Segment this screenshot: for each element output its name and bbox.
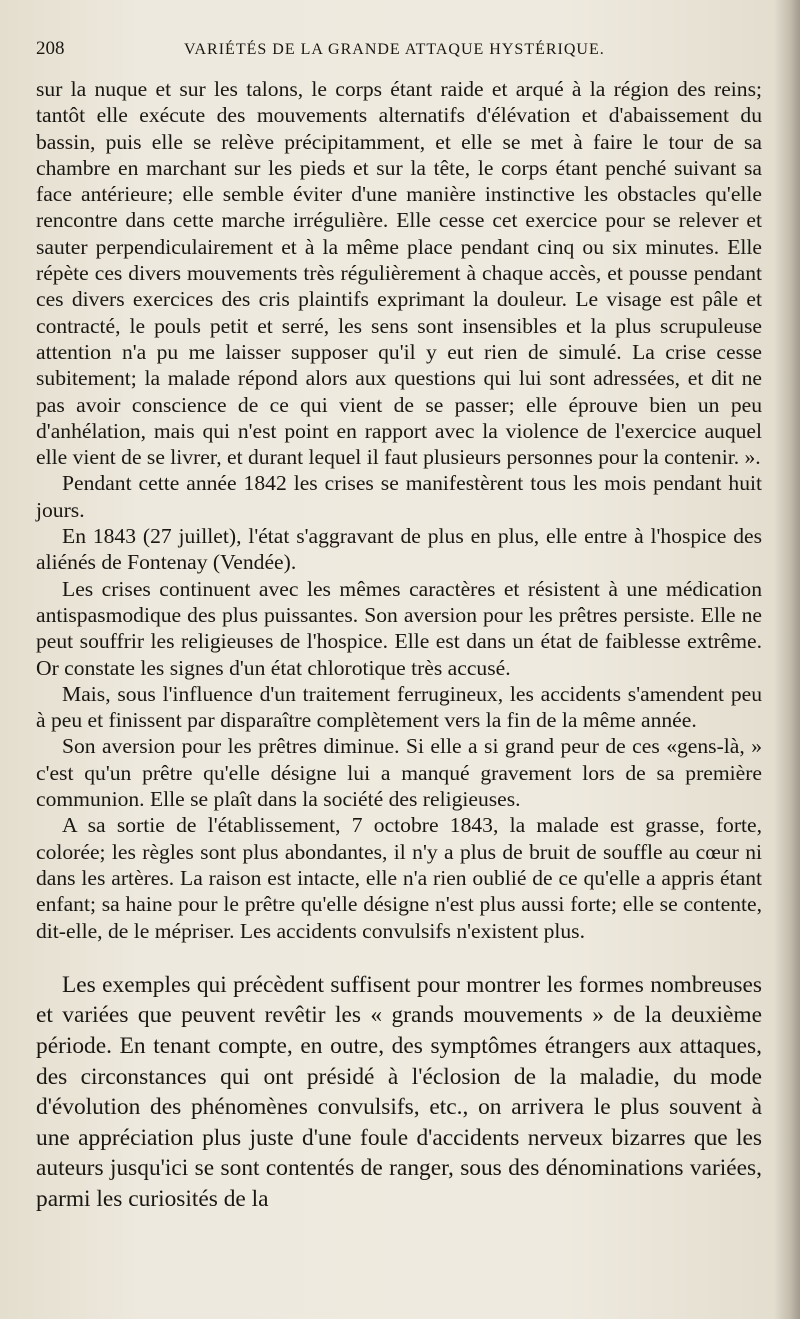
paragraph-continuation: sur la nuque et sur les talons, le corps étant raide et arqué à la région des reins; tantôt elle exécute des mouvements alternatifs d'élévation et d'abaissement du bassin, puis elle se relève précipitamment, et elle se met à faire le tour de sa chambre en marchant sur les pieds et sur la tête, le corps étant penché suivant sa face antérieure; elle semble éviter d'une manière instinctive les obstacles qu'elle rencontre dans cette marche irrégulière. Elle cesse cet exercice pour se relever et sauter perpendiculairement et à la même place pendant cinq ou six minutes. Elle répète ces divers mouvements très régulièrement à chaque accès, et pousse pendant ces divers exercices des cris plaintifs exprimant la douleur. Le visage est pâle et contracté, le pouls petit et serré, les sens sont insensibles et la plus scrupuleuse attention n'a pu me laisser supposer qu'il y eut rien de simulé. La crise cesse subitement; la malade répond alors aux questions qui lui sont adressées, et dit ne pas avoir conscience de ce qui vient de se passer; elle éprouve bien un peu d'anhélation, mais qui n'est point en rapport avec la violence de l'exercice auquel elle vient de se livrer, et durant lequel il faut plusieurs personnes pour la contenir. ». (36, 77, 762, 470)
closing-text (36, 970, 762, 1215)
page-number: 208 (36, 38, 65, 59)
paragraph-1843-admission: En 1843 (27 juillet), l'état s'aggravant de plus en plus, elle entre à l'hospice des aliénés de Fontenay (Vendée). (36, 524, 762, 575)
paragraph-discharge: A sa sortie de l'établissement, 7 octobre 1843, la malade est grasse, forte, colorée; les règles sont plus abondantes, il n'y a plus de bruit de souffle au cœur ni dans les artères. La raison est intacte, elle n'a rien oublié de ce qu'elle a appris étant enfant; sa haine pour le prêtre qu'elle désigne n'est plus aussi forte; elle se contente, dit-elle, de le mépriser. Les accidents convulsifs n'existent plus. (36, 813, 762, 943)
paragraph-crises-continue: Les crises continuent avec les mêmes caractères et résistent à une médication antispasmodique des plus puissantes. Son aversion pour les prêtres persiste. Elle ne peut souffrir les religieuses de l'hospice. Elle est dans un état de faiblesse extrême. Or constate les signes d'un état chlorotique très accusé. (36, 576, 762, 680)
page-header (36, 38, 762, 72)
page-edge-shadow (774, 0, 800, 1319)
paragraph-1842-crises: Pendant cette année 1842 les crises se manifestèrent tous les mois pendant huit jours. (36, 471, 762, 522)
running-title: VARIÉTÉS DE LA GRANDE ATTAQUE HYSTÉRIQUE. (184, 41, 605, 58)
case-report-text (36, 76, 762, 944)
paragraph-conclusion: Les exemples qui précèdent suffisent pour montrer les formes nombreuses et variées que peuvent revêtir les « grands mouvements » de la deuxième période. En tenant compte, en outre, des symptômes étrangers aux attaques, des circonstances qui ont présidé à l'éclosion de la maladie, du mode d'évolution des phénomènes convulsifs, etc., on arrivera le plus souvent à une appréciation plus juste d'une foule d'accidents nerveux bizarres que les auteurs jusqu'ici se sont contentés de ranger, sous des dénominations variées, parmi les curiosités de la (36, 971, 762, 1212)
paragraph-aversion: Son aversion pour les prêtres diminue. Si elle a si grand peur de ces «gens-là, » c'est qu'un prêtre qu'elle désigne lui a manqué gravement lors de sa première communion. Elle se plaît dans la société des religieuses. (36, 734, 762, 812)
paragraph-treatment: Mais, sous l'influence d'un traitement ferrugineux, les accidents s'amendent peu à peu et finissent par disparaître complètement vers la fin de la même année. (36, 681, 762, 733)
